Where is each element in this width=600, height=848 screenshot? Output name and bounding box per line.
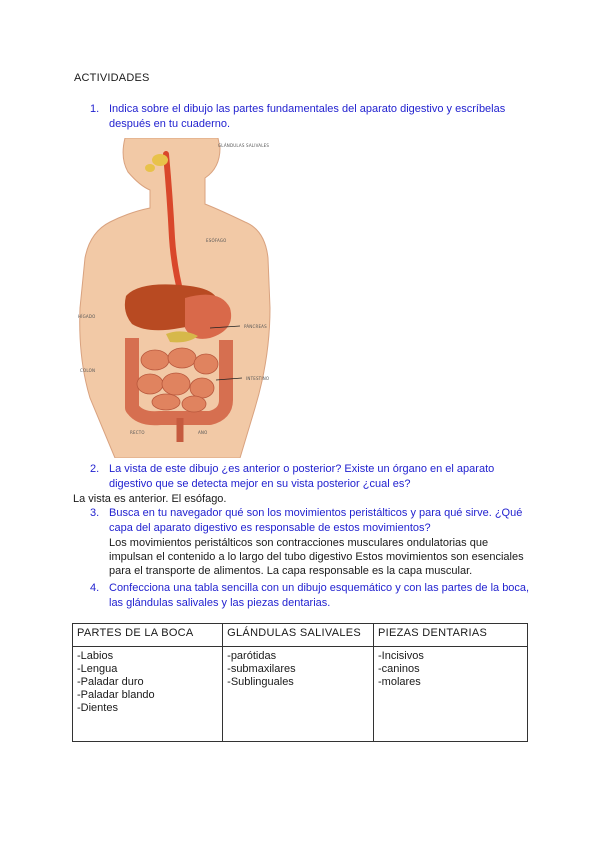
question-4 (90, 581, 530, 611)
label-intestino: INTESTINO (246, 376, 270, 381)
list-item: -Dientes (77, 702, 118, 714)
question-number: 4. (90, 582, 100, 594)
digestive-system-figure (70, 138, 370, 458)
list-item: -Paladar duro (77, 676, 144, 688)
list-item: -Sublinguales (227, 676, 294, 688)
question-3 (90, 506, 530, 536)
salivary-gland-shape (152, 154, 168, 166)
question-text: Indica sobre el dibujo las partes fundamentales del aparato digestivo y escríbelas después en tu cuaderno. (109, 103, 506, 130)
table-header: GLÁNDULAS SALIVALES (223, 624, 374, 647)
table-header: PARTES DE LA BOCA (73, 624, 223, 647)
label-pancreas: PÁNCREAS (244, 324, 267, 329)
table-cell-mouth-parts (73, 647, 223, 742)
question-text: Busca en tu navegador qué son los movimientos peristálticos y para qué sirve. ¿Qué capa del aparato digestivo es responsable de estos movimientos? (109, 507, 523, 534)
label-higado: HÍGADO (78, 314, 96, 319)
list-item: -molares (378, 676, 421, 688)
list-item: -caninos (378, 663, 420, 675)
table-row (73, 647, 528, 742)
question-1 (90, 102, 530, 132)
label-colon: COLON (80, 368, 96, 373)
question-number: 3. (90, 507, 100, 519)
label-recto: RECTO (130, 430, 145, 435)
label-ano: ANO (198, 430, 208, 435)
list-item: -Incisivos (378, 650, 424, 662)
list-item: -Labios (77, 650, 114, 662)
table-header: PIEZAS DENTARIAS (374, 624, 528, 647)
list-item: -Lengua (77, 663, 118, 675)
page-heading: ACTIVIDADES (74, 72, 150, 84)
question-text: Confecciona una tabla sencilla con un dibujo esquemático y con las partes de la boca, las glándulas salivales y las piezas dentarias. (109, 582, 530, 609)
table-header-row (73, 624, 528, 647)
table-cell-salivary-glands (223, 647, 374, 742)
question-2 (90, 462, 530, 492)
answer-3: Los movimientos peristálticos son contracciones musculares ondulatorias que impulsan el contenido a lo largo del tubo digestivo Estos movimientos son esenciales para el transporte de alimentos. La capa responsable es la capa muscular. (109, 537, 524, 577)
question-number: 2. (90, 463, 100, 475)
question-text: La vista de este dibujo ¿es anterior o posterior? Existe un órgano en el aparato digestivo que se detecta mejor en su vista posterior ¿cual es? (109, 463, 495, 490)
list-item: -Paladar blando (77, 689, 155, 701)
label-glandulas: GLÁNDULAS SALIVALES (218, 143, 270, 148)
mouth-parts-table (72, 623, 528, 742)
list-item: -submaxilares (227, 663, 296, 675)
list-item: -parótidas (227, 650, 277, 662)
label-esofago: ESÓFAGO (206, 238, 227, 243)
table-cell-teeth (374, 647, 528, 742)
question-number: 1. (90, 103, 100, 115)
answer-2: La vista es anterior. El esófago. (73, 493, 227, 505)
